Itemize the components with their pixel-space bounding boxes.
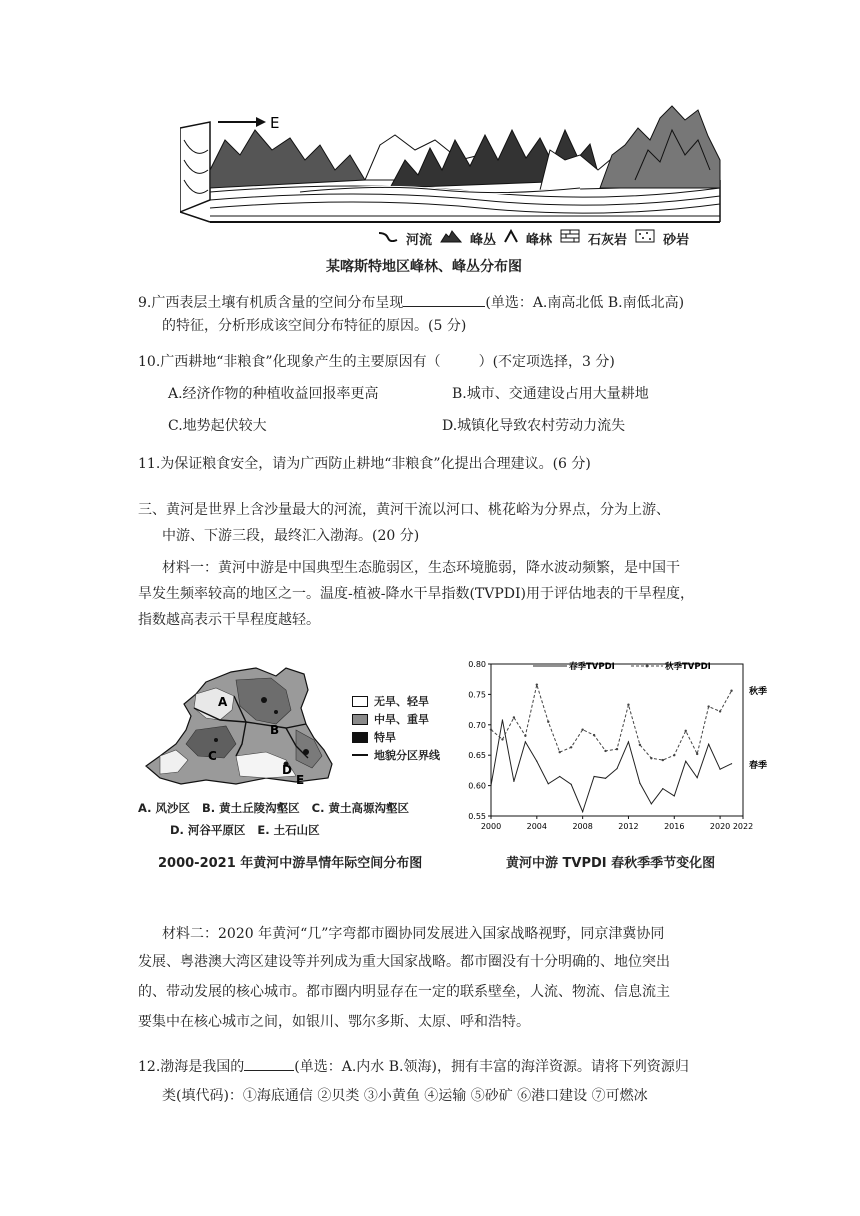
y-tick-label: 0.65 — [468, 751, 486, 761]
region-name-d: D. 河谷平原区 — [170, 823, 246, 837]
data-point-spring — [685, 761, 686, 762]
q9-answer-blank[interactable] — [403, 292, 485, 307]
region-letter-c: C — [208, 749, 217, 763]
data-point-spring — [616, 768, 617, 769]
data-point-autumn — [685, 730, 687, 732]
data-point-autumn — [662, 759, 664, 761]
q10-option-c: C.地势起伏较大 — [168, 418, 267, 434]
material2-line2: 发展、粤港澳大湾区建设等并列成为重大国家战略。都市圈没有十分明确的、地位突出 — [138, 954, 670, 970]
data-point-spring — [639, 783, 640, 784]
map-region-names-1 — [138, 800, 409, 816]
swatch-boundary — [352, 754, 368, 756]
material1-line1: 材料一：黄河中游是中国典型生态脆弱区，生态环境脆弱，降水波动频繁，是中国干 — [162, 560, 680, 576]
data-point-autumn — [490, 728, 492, 730]
section3-line1: 三、黄河是世界上含沙量最大的河流，黄河干流以河口、桃花峪为分界点，分为上游、 — [138, 502, 670, 518]
q12-line1 — [138, 1056, 689, 1077]
data-point-spring — [525, 741, 526, 742]
data-point-autumn — [570, 746, 572, 748]
q10-stem-b: ）(不定项选择，3 分) — [478, 354, 615, 370]
x-tick-label: 2020 — [709, 822, 731, 831]
direction-label: E — [270, 114, 280, 132]
q12-options: (单选：A.内水 B.领海)，拥有丰富的海洋资源。请将下列资源归 — [294, 1059, 689, 1075]
data-point-spring — [674, 795, 675, 796]
data-point-autumn — [673, 754, 675, 756]
q9-line1 — [138, 292, 684, 313]
legend-label-mid-heavy: 中旱、重旱 — [374, 712, 429, 726]
x-tick-label: 2012 — [618, 822, 639, 831]
peak-cluster-icon — [440, 229, 462, 247]
data-point-spring — [548, 783, 549, 784]
legend-label-boundary: 地貌分区界线 — [374, 748, 440, 762]
data-point-spring — [490, 785, 491, 786]
q11-text: 11.为保证粮食安全，请为广西防止耕地“非粮食”化提出合理建议。(6 分) — [138, 456, 591, 472]
q10-option-a: A.经济作物的种植收益回报率更高 — [168, 386, 379, 402]
y-tick-label: 0.70 — [468, 720, 486, 730]
tvpdi-chart-svg — [455, 654, 775, 838]
legend-sandstone: 砂岩 — [663, 232, 690, 248]
x-tick-label: 2016 — [664, 822, 685, 831]
x-tick-label: 2022 — [732, 822, 754, 831]
map-region-names-2 — [170, 822, 320, 838]
data-point-spring — [697, 777, 698, 778]
legend-label-autumn: 秋季TVPDI — [665, 662, 711, 672]
sandstone-icon — [635, 229, 655, 247]
region-letter-e: E — [296, 773, 305, 787]
y-tick-label: 0.75 — [468, 690, 486, 700]
section3-line2: 中游、下游三段，最终汇入渤海。(20 分) — [162, 528, 420, 544]
q10-stem-a: 10.广西耕地“非粮食”化现象产生的主要原因有（ — [138, 354, 441, 370]
data-point-autumn — [513, 716, 515, 718]
data-point-spring — [628, 741, 629, 742]
series-line-autumn — [491, 685, 732, 760]
tvpdi-chart — [455, 654, 775, 838]
data-point-autumn — [501, 738, 503, 740]
data-point-spring — [605, 778, 606, 779]
map-legend — [352, 692, 440, 764]
data-point-autumn — [627, 704, 629, 706]
data-point-autumn — [639, 744, 641, 746]
swatch-extreme — [352, 732, 368, 743]
q9-stem: 9.广西表层土壤有机质含量的空间分布呈现 — [138, 295, 404, 311]
legend-item-extreme — [352, 728, 440, 746]
material2-line4: 要集中在核心城市之间，如银川、鄂尔多斯、太原、呼和浩特。 — [138, 1014, 530, 1030]
legend-label-none-light: 无旱、轻旱 — [374, 694, 429, 708]
data-point-spring — [582, 811, 583, 812]
data-point-spring — [662, 788, 663, 789]
map-figure-caption: 2000-2021 年黄河中游旱情年际空间分布图 — [158, 856, 423, 871]
data-point-autumn — [719, 710, 721, 712]
material2-line3: 的、带动发展的核心城市。都市圈内明显存在一定的联系壁垒，人流、物流、信息流主 — [138, 984, 670, 1000]
q12-stem: 12.渤海是我国的 — [138, 1059, 245, 1075]
karst-legend — [378, 228, 689, 248]
swatch-none-light — [352, 696, 368, 707]
region-name-b: B. 黄土丘陵沟壑区 — [202, 801, 300, 815]
legend-marker-autumn — [646, 665, 649, 668]
karst-figure-caption: 某喀斯特地区峰林、峰丛分布图 — [326, 259, 522, 275]
river-icon — [378, 230, 398, 246]
data-point-spring — [571, 784, 572, 785]
data-point-spring — [651, 803, 652, 804]
drought-map — [136, 660, 346, 792]
y-tick-label: 0.55 — [468, 812, 486, 821]
x-tick-label: 2000 — [480, 822, 502, 831]
q9-line2: 的特征，分析形成该空间分布特征的原因。(5 分) — [162, 318, 467, 334]
data-point-autumn — [536, 683, 538, 685]
annotation-autumn: 秋季 — [749, 687, 768, 697]
q9-options: (单选：A.南高北低 B.南低北高) — [485, 295, 685, 311]
y-tick-label: 0.80 — [468, 660, 486, 669]
data-point-autumn — [547, 721, 549, 723]
q10-option-d: D.城镇化导致农村劳动力流失 — [442, 418, 626, 434]
region-name-e: E. 土石山区 — [257, 823, 320, 837]
q10-stem — [138, 352, 615, 372]
legend-label-extreme: 特旱 — [374, 730, 396, 744]
region-name-a: A. 风沙区 — [138, 801, 190, 815]
region-letter-b: B — [270, 723, 280, 737]
q12-line2: 类(填代码)：①海底通信 ②贝类 ③小黄鱼 ④运输 ⑤砂矿 ⑥港口建设 ⑦可燃冰 — [162, 1088, 648, 1104]
data-point-autumn — [616, 748, 618, 750]
annotation-spring: 春季 — [749, 761, 768, 771]
data-point-autumn — [696, 753, 698, 755]
peak-forest-icon — [504, 229, 518, 247]
plot-frame — [491, 664, 743, 816]
q10-option-b: B.城市、交通建设占用大量耕地 — [452, 386, 649, 402]
data-point-spring — [559, 776, 560, 777]
data-point-spring — [719, 769, 720, 770]
legend-peak-forest: 峰林 — [526, 232, 553, 248]
data-point-autumn — [650, 757, 652, 759]
data-point-autumn — [559, 751, 561, 753]
data-point-autumn — [524, 735, 526, 737]
data-point-spring — [536, 761, 537, 762]
x-tick-label: 2008 — [572, 822, 593, 831]
y-tick-label: 0.60 — [468, 781, 486, 791]
data-point-autumn — [581, 728, 583, 730]
q12-answer-blank[interactable] — [244, 1056, 294, 1071]
data-point-spring — [731, 763, 732, 764]
legend-peak-cluster: 峰丛 — [470, 232, 497, 248]
data-point-spring — [502, 719, 503, 720]
data-point-autumn — [593, 734, 595, 736]
data-point-autumn — [730, 690, 732, 692]
legend-item-none-light — [352, 692, 440, 710]
karst-block-diagram — [180, 100, 740, 225]
region-name-c: C. 黄土高塬沟壑区 — [311, 801, 409, 815]
east-arrow-icon — [218, 117, 266, 127]
region-letter-a: A — [218, 695, 228, 709]
series-line-spring — [491, 720, 732, 812]
data-point-autumn — [707, 705, 709, 707]
legend-item-mid-heavy — [352, 710, 440, 728]
legend-item-boundary — [352, 746, 440, 764]
data-point-spring — [593, 776, 594, 777]
limestone-icon — [560, 229, 580, 247]
data-point-spring — [513, 781, 514, 782]
region-letter-d: D — [282, 763, 292, 777]
legend-river: 河流 — [406, 232, 433, 248]
material2-line1: 材料二：2020 年黄河“几”字弯都市圈协同发展进入国家战略视野，同京津冀协同 — [162, 926, 665, 942]
data-point-spring — [708, 744, 709, 745]
legend-label-spring: 春季TVPDI — [569, 662, 615, 672]
material1-line2: 旱发生频率较高的地区之一。温度-植被-降水干旱指数(TVPDI)用于评估地表的干旱程度， — [138, 586, 695, 602]
legend-limestone: 石灰岩 — [588, 232, 628, 248]
data-point-autumn — [604, 750, 606, 752]
chart-figure-caption: 黄河中游 TVPDI 春秋季季节变化图 — [506, 856, 716, 871]
swatch-mid-heavy — [352, 714, 368, 725]
x-tick-label: 2004 — [526, 822, 547, 831]
material1-line3: 指数越高表示干旱程度越轻。 — [138, 612, 320, 628]
